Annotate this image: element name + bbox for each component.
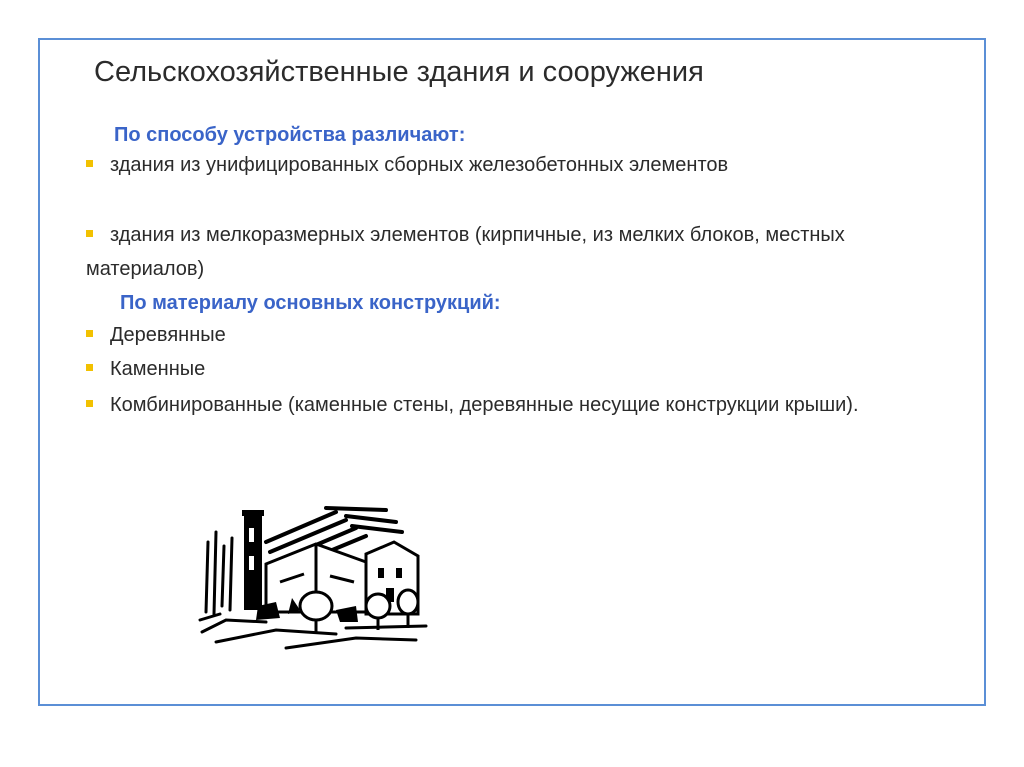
section-heading-material: По материалу основных конструкций: bbox=[120, 292, 501, 314]
list-item bbox=[86, 388, 946, 422]
list-item bbox=[86, 218, 946, 286]
section-heading-construction-method: По способу устройства различают: bbox=[114, 124, 466, 146]
bullet-icon bbox=[86, 364, 93, 371]
list-item bbox=[86, 352, 946, 386]
bullet-icon bbox=[86, 330, 93, 337]
list-item-text: Комбинированные (каменные стены, деревянные несущие конструкции крыши). bbox=[110, 394, 859, 416]
bullet-icon bbox=[86, 230, 93, 237]
slide-frame bbox=[38, 38, 986, 706]
slide-title: Сельскохозяйственные здания и сооружения bbox=[94, 56, 704, 88]
list-item-text: здания из мелкоразмерных элементов (кирпичные, из мелких блоков, местных материалов) bbox=[86, 224, 845, 280]
list-item-text: Каменные bbox=[110, 358, 206, 380]
bullet-icon bbox=[86, 400, 93, 407]
farm-buildings-illustration bbox=[196, 502, 436, 652]
list-item bbox=[86, 148, 946, 182]
list-item-text: Деревянные bbox=[110, 324, 226, 346]
list-item bbox=[86, 318, 946, 352]
bullet-icon bbox=[86, 160, 93, 167]
list-item-text: здания из унифицированных сборных железобетонных элементов bbox=[110, 154, 729, 176]
